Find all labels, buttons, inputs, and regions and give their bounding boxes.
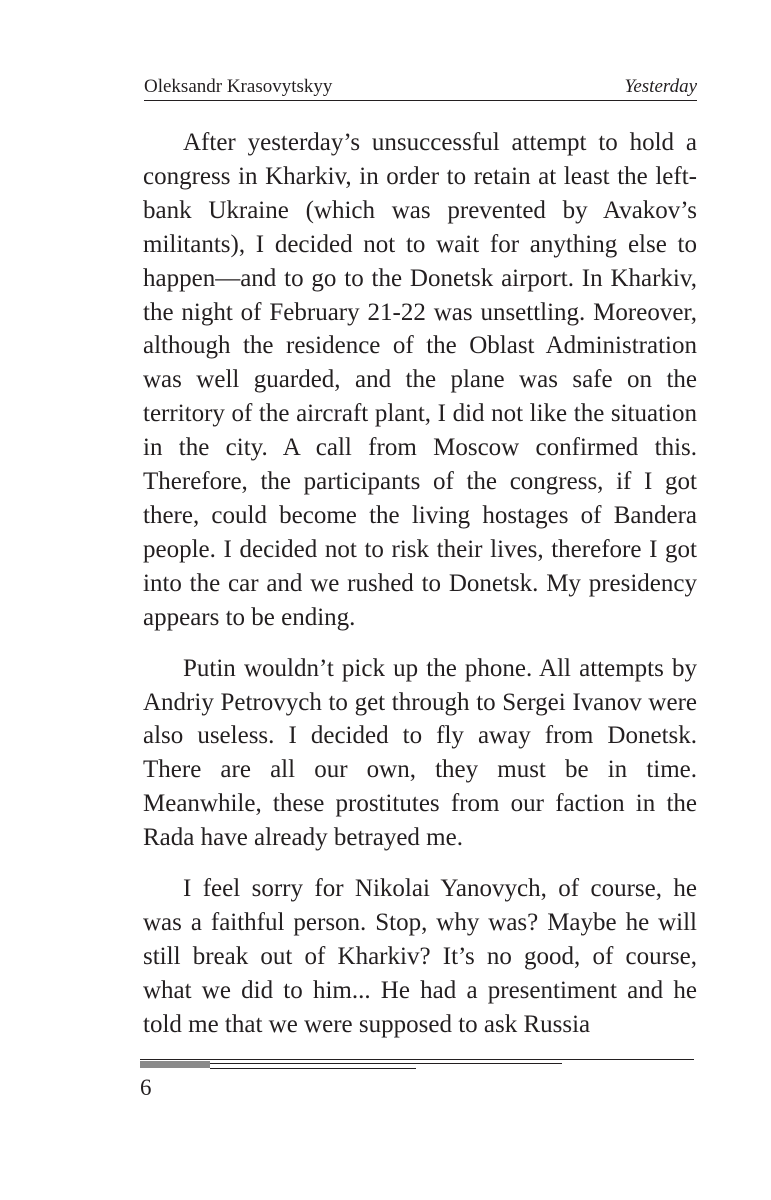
paragraph: After yesterday’s unsuccessful attempt to hold a congress in Kharkiv, in order to retain at least the left-bank Ukraine (which was prevented by Avakov’s militants), I decided not to wait for anything else to happen—and to go to the Donetsk airport. In Kharkiv, the night of February 21-22 was unsettling. Moreover, although the residence of the Oblast Administration was well guarded, and the plane was safe on the territory of the aircraft plant, I did not like the situation in the city. A call from Moscow confirmed this. Therefore, the participants of the congress, if I got there, could become the living hostages of Bandera people. I decided not to risk their lives, therefore I got into the car and we rushed to Donetsk. My presidency appears to be ending. bbox=[143, 129, 697, 631]
footer-rule-accent bbox=[140, 1061, 210, 1068]
paragraph: I feel sorry for Nikolai Yanovych, of course, he was a faithful person. Stop, why was? Maybe he will still break out of Kharkiv? It’s no good, of course, what we did to him... He had a presentiment and he told me that we were supposed to ask Russia bbox=[143, 875, 697, 1038]
running-head bbox=[144, 76, 697, 101]
running-head-title: Yesterday bbox=[624, 76, 697, 97]
footer-rule bbox=[140, 1059, 694, 1060]
running-head-author: Oleksandr Krasovytskyy bbox=[144, 76, 333, 97]
body-text bbox=[143, 126, 697, 1059]
paragraph: Putin wouldn’t pick up the phone. All attempts by Andriy Petrovych to get through to Sergei Ivanov were also useless. I decided to fly away from Donetsk. There are all our own, they must be in time. Meanwhile, these prostitutes from our faction in the Rada have already betrayed me. bbox=[143, 654, 697, 852]
footer-rule-line bbox=[210, 1063, 562, 1064]
footer-rule-line bbox=[210, 1068, 416, 1069]
page-number: 6 bbox=[140, 1075, 152, 1100]
